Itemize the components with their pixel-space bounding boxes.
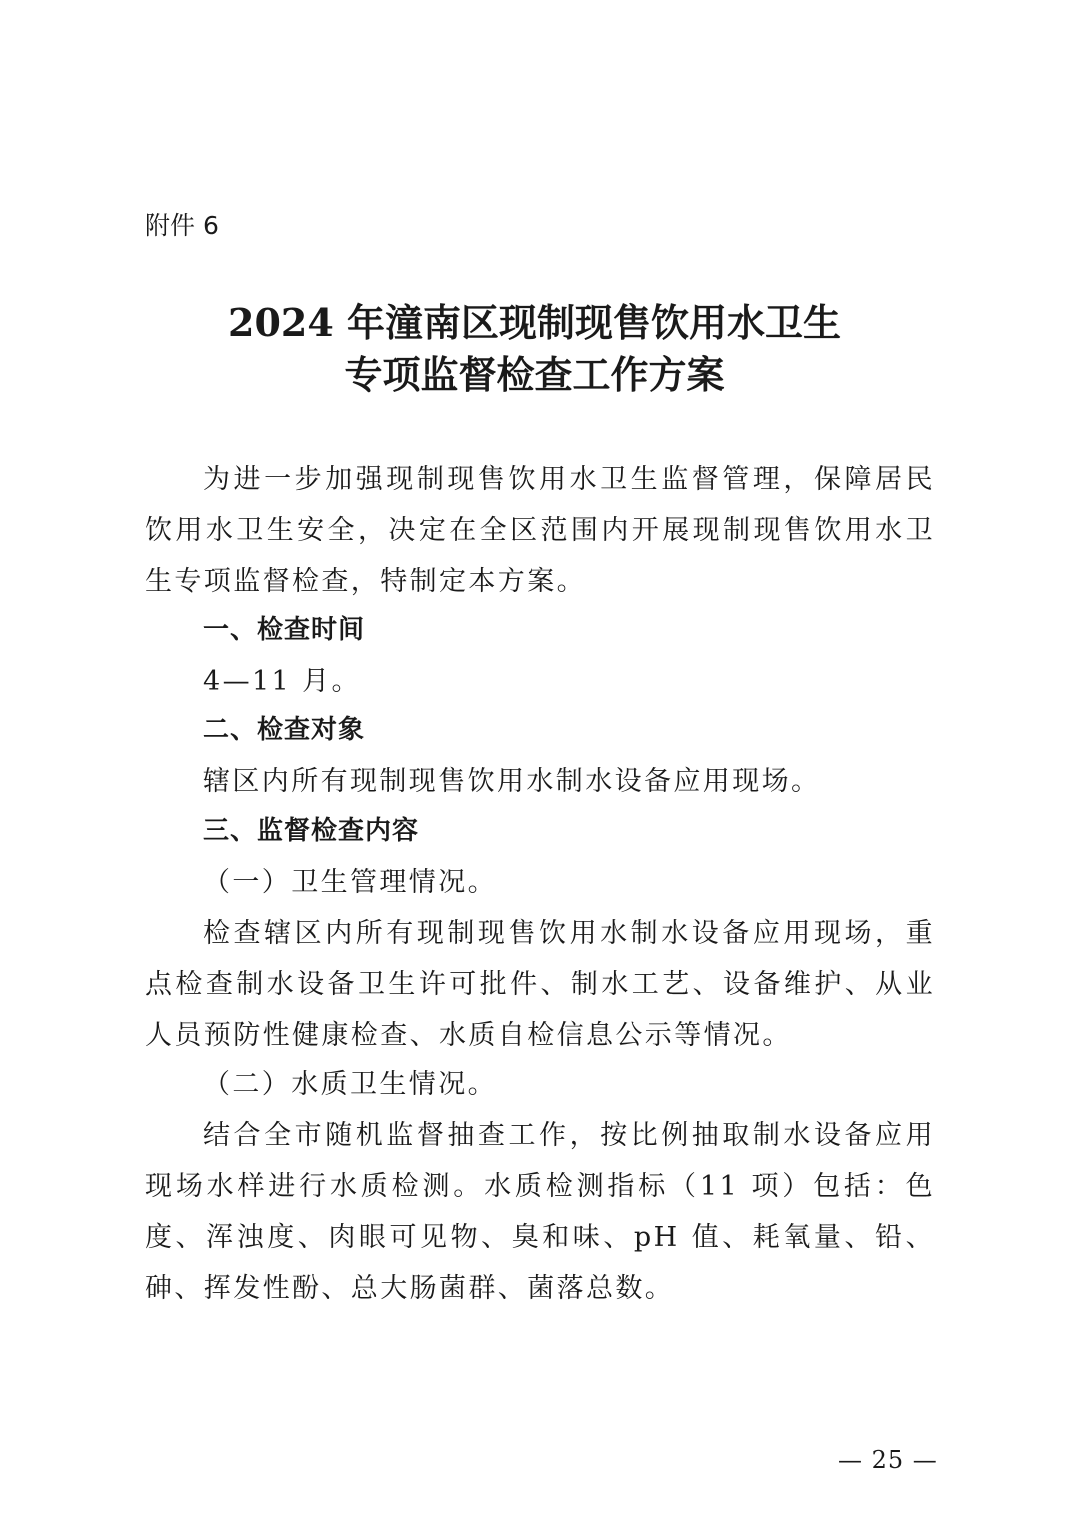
section-heading-inspection-target: 二、检查对象 — [203, 715, 366, 745]
document-title-line-2: 专项监督检查工作方案 — [344, 352, 725, 397]
inspection-target-text: 辖区内所有现制现售饮用水制水设备应用现场。 — [203, 766, 821, 797]
hygiene-management-text: 检查辖区内所有现制现售饮用水制水设备应用现场，重点检查制水设备卫生许可批件、制水工艺、设备维护、从业人员预防性健康检查、水质自检信息公示等情况。 — [145, 918, 935, 1051]
section-heading-inspection-time: 一、检查时间 — [203, 615, 366, 645]
page-number: — 25 — — [838, 1446, 938, 1474]
document-title-line-1: 2024 年潼南区现制现售饮用水卫生 — [228, 300, 841, 345]
subsection-heading-hygiene-management: （一）卫生管理情况。 — [203, 867, 497, 898]
subsection-heading-water-quality: （二）水质卫生情况。 — [203, 1069, 497, 1100]
attachment-label: 附件 6 — [145, 211, 219, 240]
inspection-time-text: 4—11 月。 — [203, 666, 361, 697]
intro-paragraph: 为进一步加强现制现售饮用水卫生监督管理，保障居民饮用水卫生安全，决定在全区范围内开展现制现售饮用水卫生专项监督检查，特制定本方案。 — [145, 464, 935, 597]
section-heading-inspection-content: 三、监督检查内容 — [203, 816, 420, 846]
water-quality-text: 结合全市随机监督抽查工作，按比例抽取制水设备应用现场水样进行水质检测。水质检测指标（11 项）包括：色度、浑浊度、肉眼可见物、臭和味、pH 值、耗氧量、铅、砷、挥发性酚、总大肠菌群、菌落总数。 — [145, 1120, 935, 1304]
